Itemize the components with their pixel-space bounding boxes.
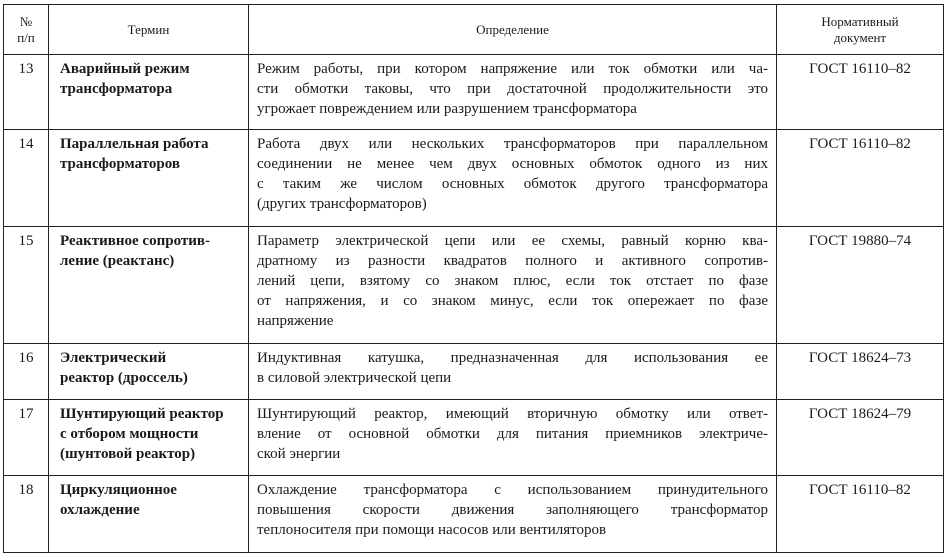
header-definition: Определение [249,5,777,55]
term-line: (шунтовой реактор) [60,446,196,462]
table-row [4,55,944,130]
term-line: охлаждение [60,502,140,518]
header-num-line2: п/п [17,29,35,45]
definition-line: дратному из разности квадратов полного и активного сопротив- [257,253,768,269]
definition-line: Индуктивная катушка, предназначенная для использования ее [257,350,768,366]
row-number: 15 [4,227,49,344]
header-document [777,5,944,55]
term-line: Шунтирующий реактор [60,406,224,422]
header-doc-line2: документ [833,29,887,45]
terms-table [3,4,944,553]
row-document: ГОСТ 16110–82 [777,55,944,130]
definition-line: в силовой электрической цепи [257,370,452,386]
row-number: 18 [4,476,49,553]
term-line: Электрический [60,350,167,366]
definition-line: Параметр электрической цепи или ее схемы, равный корню ква- [257,233,768,249]
definition-line: с таким же числом основных обмоток другого трансформатора [257,176,768,192]
definition-line: повышения скорости движения заполняющего трансформатор [257,502,768,518]
term-line: Реактивное сопротив- [60,233,210,249]
row-document: ГОСТ 16110–82 [777,476,944,553]
row-document: ГОСТ 18624–79 [777,400,944,476]
term-line: Циркуляционное [60,482,177,498]
row-definition [249,55,777,130]
definition-line: Охлаждение трансформатора с использованием принудительного [257,482,768,498]
row-term [49,55,249,130]
table-row [4,344,944,400]
table-row [4,476,944,553]
table-body [4,55,944,553]
definition-line: напряжение [257,313,334,329]
row-number: 14 [4,130,49,227]
row-definition [249,130,777,227]
table-header-row [4,5,944,55]
definition-line: (других трансформаторов) [257,196,427,212]
term-line: реактор (дроссель) [60,370,188,386]
definition-line: Режим работы, при котором напряжение или ток обмотки или ча- [257,61,768,77]
row-number: 13 [4,55,49,130]
term-line: Параллельная работа [60,136,209,152]
row-number: 16 [4,344,49,400]
term-line: ление (реактанс) [60,253,175,269]
term-line: трансформаторов [60,156,180,172]
row-term [49,344,249,400]
header-num [4,5,49,55]
definition-line: ской энергии [257,446,341,462]
row-document: ГОСТ 16110–82 [777,130,944,227]
definition-line: сти обмотки таковы, что при достаточной продолжительности это [257,81,768,97]
header-doc-line1: Нормативный [821,13,899,29]
definition-line: Шунтирующий реактор, имеющий вторичную обмотку или ответ- [257,406,768,422]
definition-line: от напряжения, и со знаком минус, если ток опережает по фазе [257,293,768,309]
row-term [49,130,249,227]
table-row [4,227,944,344]
term-line: трансформатора [60,81,173,97]
header-term: Термин [49,5,249,55]
row-term [49,400,249,476]
header-num-line1: № [19,13,33,29]
definition-line: вление от основной обмотки для питания приемников электриче- [257,426,768,442]
table-row [4,130,944,227]
definition-line: соединении не менее чем двух основных обмоток одного из них [257,156,768,172]
definition-line: Работа двух или нескольких трансформаторов при параллельном [257,136,768,152]
definition-line: лений цепи, взятому со знаком плюс, если ток отстает по фазе [257,273,768,289]
row-definition [249,476,777,553]
table-row [4,400,944,476]
row-definition [249,344,777,400]
definition-line: теплоносителя при помощи насосов или вентиляторов [257,522,607,538]
row-document: ГОСТ 18624–73 [777,344,944,400]
row-definition [249,227,777,344]
row-term [49,227,249,344]
term-line: Аварийный режим [60,61,190,77]
row-number: 17 [4,400,49,476]
term-line: с отбором мощности [60,426,199,442]
row-document: ГОСТ 19880–74 [777,227,944,344]
definition-line: угрожает повреждением или разрушением трансформатора [257,101,637,117]
row-term [49,476,249,553]
row-definition [249,400,777,476]
